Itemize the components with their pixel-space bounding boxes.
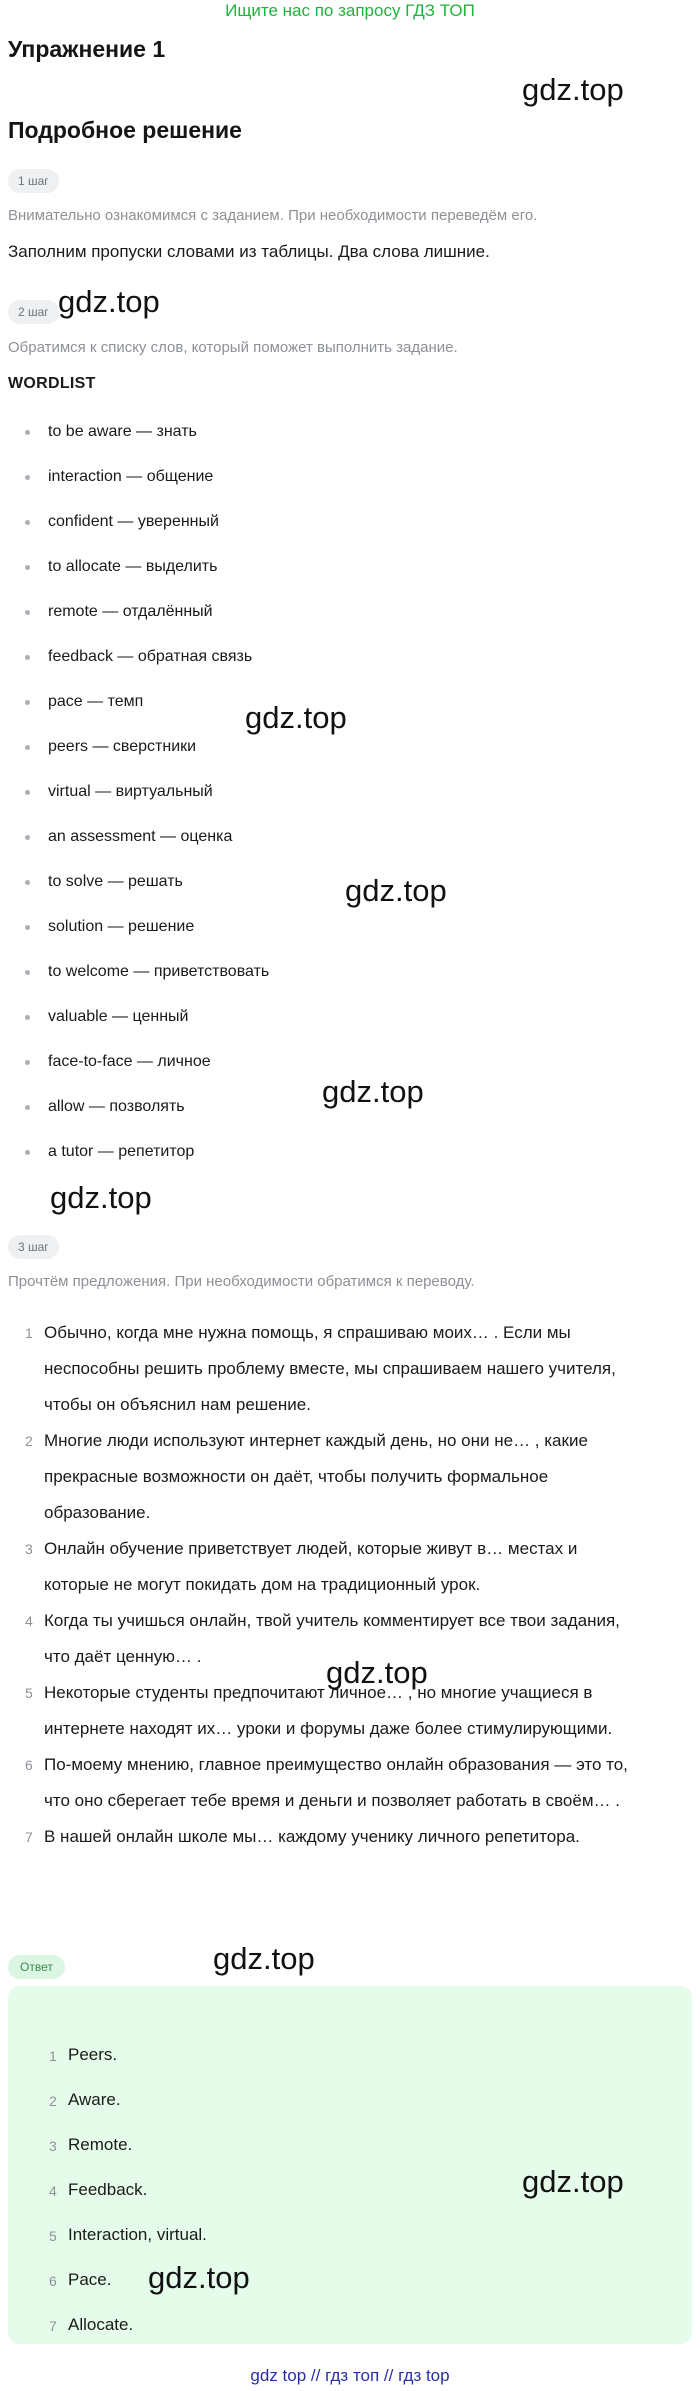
bullet-icon xyxy=(25,790,30,795)
bullet-icon xyxy=(25,475,30,480)
sentence-number: 4 xyxy=(25,1613,33,1629)
sentence-number: 6 xyxy=(25,1757,33,1773)
step-3-badge: 3 шаг xyxy=(8,1235,59,1259)
bullet-icon xyxy=(25,430,30,435)
list-item: a tutor — репетитор xyxy=(0,1141,700,1186)
bullet-icon xyxy=(25,835,30,840)
step-2-badge: 2 шаг xyxy=(8,300,59,324)
bullet-icon xyxy=(25,565,30,570)
answer-number: 1 xyxy=(49,2048,57,2064)
list-item: an assessment — оценка xyxy=(0,826,700,871)
bullet-icon xyxy=(25,1105,30,1110)
top-banner[interactable]: Ищите нас по запросу ГДЗ ТОП xyxy=(225,1,475,20)
list-item: to solve — решать xyxy=(0,871,700,916)
list-item: to allocate — выделить xyxy=(0,556,700,601)
watermark: gdz.top xyxy=(345,873,447,908)
step-1-hint: Внимательно ознакомимся с заданием. При необходимости переведём его. xyxy=(8,207,538,224)
list-item: remote — отдалённый xyxy=(0,601,700,646)
sentence-item: 5 Некоторые студенты предпочитают личное… , но многие учащиеся в интернете находят их… уроки и форумы даже более стимулирующими. xyxy=(0,1675,700,1747)
sentence-number: 5 xyxy=(25,1685,33,1701)
answer-number: 6 xyxy=(49,2273,57,2289)
bullet-icon xyxy=(25,655,30,660)
list-item: virtual — виртуальный xyxy=(0,781,700,826)
list-item: pace — темп xyxy=(0,691,700,736)
sentence-list xyxy=(0,1315,700,1855)
sentence-item: 1 Обычно, когда мне нужна помощь, я спрашиваю моих… . Если мы неспособны решить проблему вместе, мы спрашиваем нашего учителя, чтобы он объяснил нам решение. xyxy=(0,1315,700,1423)
answer-item: 5 Interaction, virtual. xyxy=(0,2224,700,2269)
bullet-icon xyxy=(25,745,30,750)
sentence-number: 3 xyxy=(25,1541,33,1557)
step-1-badge: 1 шаг xyxy=(8,169,59,193)
list-item: interaction — общение xyxy=(0,466,700,511)
sentence-item: 2 Многие люди используют интернет каждый день, но они не… , какие прекрасные возможности он даёт, чтобы получить формальное образование. xyxy=(0,1423,700,1531)
answer-number: 7 xyxy=(49,2318,57,2334)
step-2-hint: Обратимся к списку слов, который поможет выполнить задание. xyxy=(8,339,458,356)
sentence-number: 1 xyxy=(25,1325,33,1341)
list-item: face-to-face — личное xyxy=(0,1051,700,1096)
sentence-number: 7 xyxy=(25,1829,33,1845)
bullet-icon xyxy=(25,700,30,705)
watermark: gdz.top xyxy=(326,1655,428,1690)
list-item: to welcome — приветствовать xyxy=(0,961,700,1006)
list-item: valuable — ценный xyxy=(0,1006,700,1051)
wordlist-title: WORDLIST xyxy=(8,375,96,392)
bullet-icon xyxy=(25,520,30,525)
bullet-icon xyxy=(25,610,30,615)
list-item: to be aware — знать xyxy=(0,421,700,466)
bullet-icon xyxy=(25,1150,30,1155)
section-title: Подробное решение xyxy=(8,117,242,143)
list-item: allow — позволять xyxy=(0,1096,700,1141)
bullet-icon xyxy=(25,970,30,975)
wordlist xyxy=(0,421,700,1186)
answer-number: 2 xyxy=(49,2093,57,2109)
answer-number: 4 xyxy=(49,2183,57,2199)
answer-number: 3 xyxy=(49,2138,57,2154)
watermark: gdz.top xyxy=(522,72,624,107)
answer-list xyxy=(0,2044,700,2359)
answer-item: 4 Feedback. xyxy=(0,2179,700,2224)
bullet-icon xyxy=(25,1060,30,1065)
watermark: gdz.top xyxy=(522,2164,624,2199)
sentence-number: 2 xyxy=(25,1433,33,1449)
bullet-icon xyxy=(25,925,30,930)
step-3-hint: Прочтём предложения. При необходимости обратимся к переводу. xyxy=(8,1273,475,1290)
answer-item: 2 Aware. xyxy=(0,2089,700,2134)
sentence-item: 3 Онлайн обучение приветствует людей, которые живут в… местах и которые не могут покидать дом на традиционный урок. xyxy=(0,1531,700,1603)
answer-item: 7 Allocate. xyxy=(0,2314,700,2359)
sentence-item: 4 Когда ты учишься онлайн, твой учитель комментирует все твои задания, что даёт ценную… . xyxy=(0,1603,700,1675)
bullet-icon xyxy=(25,1015,30,1020)
bullet-icon xyxy=(25,880,30,885)
list-item: solution — решение xyxy=(0,916,700,961)
watermark: gdz.top xyxy=(322,1074,424,1109)
answer-badge: Ответ xyxy=(8,1955,65,1979)
sentence-item: 6 По-моему мнению, главное преимущество онлайн образования — это то, что оно сберегает тебе время и деньги и позволяет работать в своём… . xyxy=(0,1747,700,1819)
step-1-text: Заполним пропуски словами из таблицы. Два слова лишние. xyxy=(8,242,490,261)
answer-item: 6 Pace. xyxy=(0,2269,700,2314)
list-item: feedback — обратная связь xyxy=(0,646,700,691)
answer-number: 5 xyxy=(49,2228,57,2244)
watermark: gdz.top xyxy=(148,2260,250,2295)
list-item: confident — уверенный xyxy=(0,511,700,556)
watermark: gdz.top xyxy=(50,1180,152,1215)
watermark: gdz.top xyxy=(245,700,347,735)
page-title: Упражнение 1 xyxy=(8,36,166,62)
sentence-item: 7 В нашей онлайн школе мы… каждому ученику личного репетитора. xyxy=(0,1819,700,1855)
answer-item: 1 Peers. xyxy=(0,2044,700,2089)
watermark: gdz.top xyxy=(213,1941,315,1976)
watermark: gdz.top xyxy=(58,284,160,319)
list-item: peers — сверстники xyxy=(0,736,700,781)
answer-item: 3 Remote. xyxy=(0,2134,700,2179)
footer-links[interactable]: gdz top // гдз топ // гдз top xyxy=(250,2366,450,2385)
